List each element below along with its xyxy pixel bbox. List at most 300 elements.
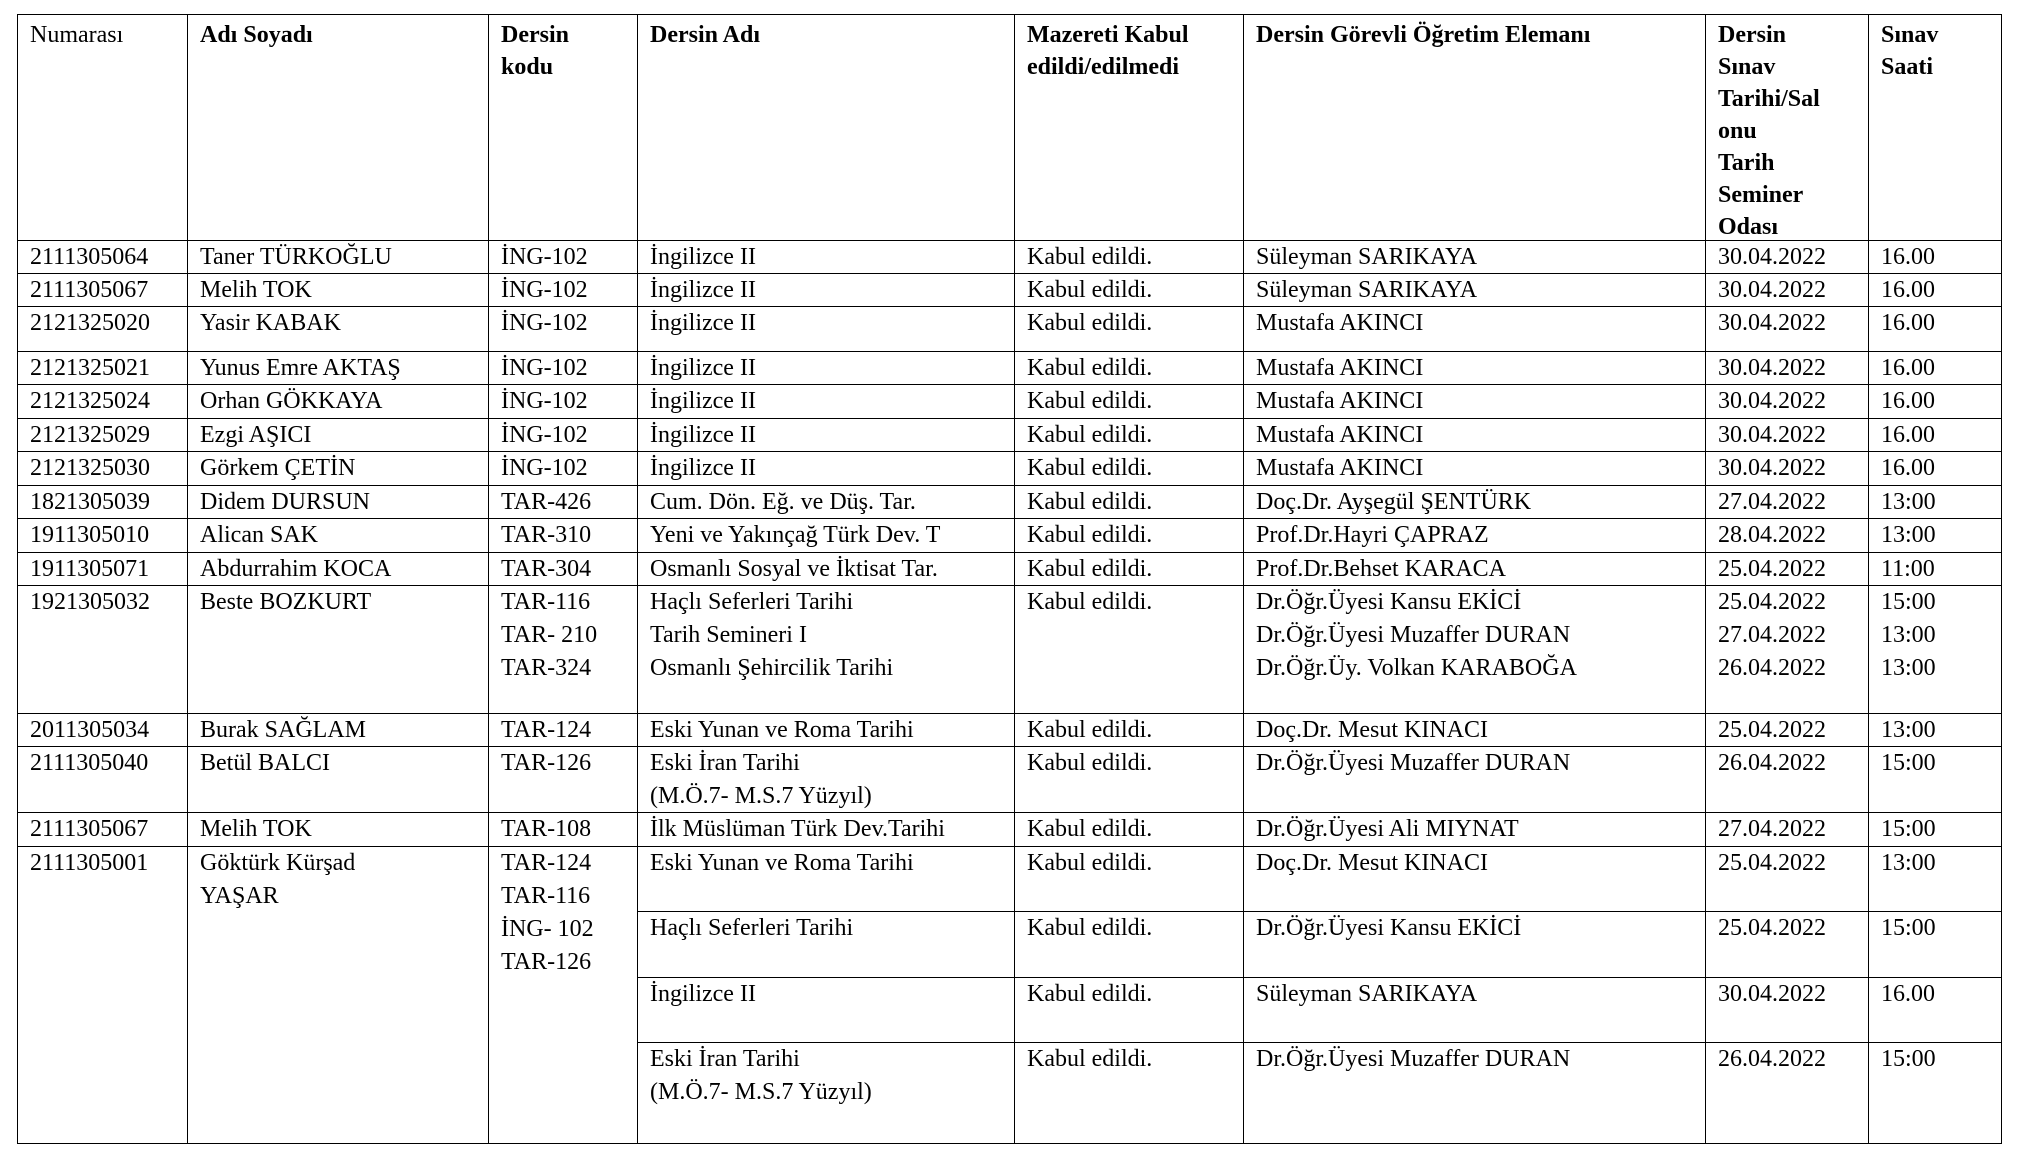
cell-mazeret	[1014, 977, 1244, 1043]
cell-numara-line: 2111305001	[30, 850, 149, 876]
cell-tarih	[1705, 713, 1869, 747]
cell-saat-line: 16.00	[1881, 310, 1935, 336]
cell-ders-line: İngilizce II	[650, 981, 756, 1007]
cell-saat-line: 13:00	[1881, 655, 1936, 681]
header-ogretim-elemani	[1243, 14, 1706, 241]
cell-ders-line: Eski İran Tarihi	[650, 750, 800, 776]
header-sinav-saati-line: Sınav	[1881, 22, 1939, 48]
cell-saat	[1868, 273, 2002, 307]
cell-saat	[1868, 384, 2002, 419]
cell-ogretim-line: Süleyman SARIKAYA	[1256, 277, 1478, 303]
cell-tarih	[1705, 1042, 1869, 1144]
cell-kod	[488, 518, 638, 553]
cell-tarih	[1705, 846, 1869, 912]
cell-ogretim-line: Mustafa AKINCI	[1256, 455, 1424, 481]
cell-mazeret-line: Kabul edildi.	[1027, 277, 1153, 303]
cell-ad	[187, 273, 489, 307]
cell-numara	[17, 846, 188, 1144]
cell-ogretim-line: Doç.Dr. Mesut KINACI	[1256, 717, 1488, 743]
cell-ders-line: Eski Yunan ve Roma Tarihi	[650, 850, 914, 876]
cell-kod	[488, 585, 638, 714]
cell-kod	[488, 451, 638, 486]
cell-mazeret	[1014, 518, 1244, 553]
cell-kod	[488, 746, 638, 813]
cell-tarih	[1705, 812, 1869, 847]
cell-mazeret	[1014, 746, 1244, 813]
cell-ders	[637, 746, 1015, 813]
cell-kod	[488, 713, 638, 747]
cell-ders-line: (M.Ö.7- M.S.7 Yüzyıl)	[650, 1079, 872, 1105]
cell-mazeret-line: Kabul edildi.	[1027, 750, 1153, 776]
cell-ogretim-line: Dr.Öğr.Üyesi Kansu EKİCİ	[1256, 915, 1522, 941]
header-adi-soyadi	[187, 14, 489, 241]
cell-kod	[488, 240, 638, 274]
cell-ad	[187, 846, 489, 1144]
cell-kod-line: TAR-116	[501, 589, 591, 615]
cell-mazeret	[1014, 485, 1244, 519]
cell-tarih-line: 27.04.2022	[1718, 622, 1826, 648]
cell-mazeret	[1014, 585, 1244, 714]
cell-ad	[187, 518, 489, 553]
header-dersin-kodu-line: Dersin	[501, 22, 569, 48]
cell-tarih	[1705, 911, 1869, 978]
cell-ad	[187, 240, 489, 274]
cell-saat-line: 15:00	[1881, 750, 1936, 776]
cell-kod-line: TAR-324	[501, 655, 592, 681]
header-sinav-tarihi-salonu-line: Seminer	[1718, 182, 1804, 208]
cell-kod-line: TAR-126	[501, 750, 592, 776]
cell-ders-line: Haçlı Seferleri Tarihi	[650, 915, 854, 941]
cell-saat-line: 13:00	[1881, 522, 1936, 548]
cell-ad-line: Burak SAĞLAM	[200, 717, 366, 743]
cell-tarih-line: 28.04.2022	[1718, 522, 1826, 548]
cell-ad	[187, 746, 489, 813]
cell-kod-line: TAR-108	[501, 816, 592, 842]
cell-numara	[17, 306, 188, 352]
cell-ders-line: İngilizce II	[650, 355, 756, 381]
cell-ogretim	[1243, 273, 1706, 307]
cell-ogretim-line: Mustafa AKINCI	[1256, 422, 1424, 448]
cell-tarih-line: 26.04.2022	[1718, 750, 1826, 776]
cell-ders	[637, 418, 1015, 452]
header-dersin-kodu-line: kodu	[501, 54, 554, 80]
cell-kod-line: İNG-102	[501, 310, 588, 336]
cell-saat	[1868, 1042, 2002, 1144]
cell-tarih	[1705, 240, 1869, 274]
cell-ders	[637, 977, 1015, 1043]
cell-saat-line: 16.00	[1881, 244, 1935, 270]
cell-tarih-line: 30.04.2022	[1718, 244, 1826, 270]
cell-mazeret-line: Kabul edildi.	[1027, 244, 1153, 270]
cell-tarih	[1705, 485, 1869, 519]
cell-ogretim	[1243, 977, 1706, 1043]
cell-ogretim-line: Prof.Dr.Behset KARACA	[1256, 556, 1506, 582]
cell-ders-line: Tarih Semineri I	[650, 622, 807, 648]
cell-ders-line: İngilizce II	[650, 455, 756, 481]
header-dersin-kodu	[488, 14, 638, 241]
cell-tarih-line: 25.04.2022	[1718, 850, 1826, 876]
cell-kod-line: İNG-102	[501, 355, 588, 381]
cell-numara-line: 2111305064	[30, 244, 149, 270]
cell-ogretim	[1243, 585, 1706, 714]
cell-saat-line: 13:00	[1881, 717, 1936, 743]
cell-ders	[637, 273, 1015, 307]
cell-ogretim	[1243, 1042, 1706, 1144]
cell-ders	[637, 306, 1015, 352]
cell-kod-line: TAR- 210	[501, 622, 598, 648]
cell-tarih	[1705, 273, 1869, 307]
cell-ad	[187, 384, 489, 419]
cell-mazeret-line: Kabul edildi.	[1027, 355, 1153, 381]
cell-numara-line: 2121325030	[30, 455, 150, 481]
cell-ad-line: Melih TOK	[200, 816, 312, 842]
cell-kod	[488, 418, 638, 452]
cell-ogretim	[1243, 418, 1706, 452]
cell-ders-line: Cum. Dön. Eğ. ve Düş. Tar.	[650, 489, 916, 515]
cell-ad-line: YAŞAR	[200, 883, 279, 909]
cell-saat	[1868, 585, 2002, 714]
cell-numara-line: 2111305067	[30, 816, 149, 842]
cell-tarih-line: 25.04.2022	[1718, 589, 1826, 615]
cell-numara	[17, 585, 188, 714]
cell-ogretim-line: Mustafa AKINCI	[1256, 355, 1424, 381]
cell-ad	[187, 713, 489, 747]
header-dersin-adi	[637, 14, 1015, 241]
cell-ders	[637, 240, 1015, 274]
cell-saat	[1868, 552, 2002, 586]
cell-saat-line: 16.00	[1881, 388, 1935, 414]
cell-ad-line: Görkem ÇETİN	[200, 455, 356, 481]
header-numarasi-line: Numarası	[30, 22, 124, 48]
cell-tarih	[1705, 451, 1869, 486]
cell-ogretim-line: Dr.Öğr.Üyesi Kansu EKİCİ	[1256, 589, 1522, 615]
cell-ad	[187, 418, 489, 452]
cell-saat-line: 13:00	[1881, 850, 1936, 876]
cell-saat-line: 16.00	[1881, 422, 1935, 448]
cell-ad-line: Yasir KABAK	[200, 310, 341, 336]
cell-mazeret-line: Kabul edildi.	[1027, 589, 1153, 615]
cell-tarih	[1705, 552, 1869, 586]
cell-saat	[1868, 746, 2002, 813]
cell-ders	[637, 911, 1015, 978]
cell-ders-line: Osmanlı Şehircilik Tarihi	[650, 655, 894, 681]
cell-ogretim-line: Dr.Öğr.Üyesi Muzaffer DURAN	[1256, 1046, 1571, 1072]
cell-ogretim-line: Mustafa AKINCI	[1256, 310, 1424, 336]
cell-saat	[1868, 240, 2002, 274]
cell-ders-line: Yeni ve Yakınçağ Türk Dev. T	[650, 522, 941, 548]
cell-ad-line: Didem DURSUN	[200, 489, 371, 515]
cell-kod	[488, 384, 638, 419]
cell-ders	[637, 1042, 1015, 1144]
cell-tarih	[1705, 746, 1869, 813]
cell-ders-line: Haçlı Seferleri Tarihi	[650, 589, 854, 615]
cell-ogretim-line: Dr.Öğr.Üyesi Ali MIYNAT	[1256, 816, 1519, 842]
cell-mazeret-line: Kabul edildi.	[1027, 816, 1153, 842]
cell-kod-line: TAR-124	[501, 717, 592, 743]
cell-ders	[637, 351, 1015, 385]
cell-kod-line: TAR-116	[501, 883, 591, 909]
cell-ogretim-line: Süleyman SARIKAYA	[1256, 244, 1478, 270]
cell-kod-line: TAR-310	[501, 522, 592, 548]
cell-tarih-line: 30.04.2022	[1718, 388, 1826, 414]
cell-saat-line: 16.00	[1881, 981, 1935, 1007]
cell-tarih-line: 26.04.2022	[1718, 1046, 1826, 1072]
cell-tarih-line: 30.04.2022	[1718, 310, 1826, 336]
cell-tarih-line: 27.04.2022	[1718, 816, 1826, 842]
cell-numara-line: 2121325020	[30, 310, 150, 336]
cell-ad-line: Ezgi AŞICI	[200, 422, 312, 448]
cell-mazeret-line: Kabul edildi.	[1027, 388, 1153, 414]
cell-ogretim-line: Süleyman SARIKAYA	[1256, 981, 1478, 1007]
cell-tarih-line: 30.04.2022	[1718, 355, 1826, 381]
header-mazeret-line: Mazereti Kabul	[1027, 22, 1189, 48]
cell-numara-line: 2121325029	[30, 422, 150, 448]
cell-ogretim	[1243, 713, 1706, 747]
cell-numara	[17, 273, 188, 307]
cell-saat	[1868, 306, 2002, 352]
cell-ogretim-line: Dr.Öğr.Üy. Volkan KARABOĞA	[1256, 655, 1577, 681]
cell-kod-line: İNG-102	[501, 277, 588, 303]
cell-saat	[1868, 846, 2002, 912]
cell-numara-line: 1911305010	[30, 522, 150, 548]
cell-numara	[17, 351, 188, 385]
cell-saat-line: 15:00	[1881, 915, 1936, 941]
cell-mazeret-line: Kabul edildi.	[1027, 1046, 1153, 1072]
cell-ad	[187, 306, 489, 352]
cell-saat	[1868, 713, 2002, 747]
cell-mazeret-line: Kabul edildi.	[1027, 981, 1153, 1007]
cell-ad-line: Göktürk Kürşad	[200, 850, 356, 876]
cell-ad	[187, 451, 489, 486]
cell-tarih	[1705, 351, 1869, 385]
cell-tarih-line: 25.04.2022	[1718, 915, 1826, 941]
header-sinav-tarihi-salonu-line: onu	[1718, 118, 1757, 144]
cell-kod	[488, 485, 638, 519]
header-numarasi	[17, 14, 188, 241]
cell-ogretim	[1243, 240, 1706, 274]
cell-numara-line: 2111305067	[30, 277, 149, 303]
cell-numara	[17, 384, 188, 419]
cell-ogretim	[1243, 846, 1706, 912]
cell-mazeret-line: Kabul edildi.	[1027, 489, 1153, 515]
cell-saat	[1868, 518, 2002, 553]
cell-numara-line: 2121325021	[30, 355, 150, 381]
cell-ders	[637, 713, 1015, 747]
header-sinav-tarihi-salonu-line: Dersin	[1718, 22, 1786, 48]
cell-saat-line: 15:00	[1881, 589, 1936, 615]
cell-mazeret-line: Kabul edildi.	[1027, 310, 1153, 336]
cell-kod-line: TAR-124	[501, 850, 592, 876]
cell-mazeret	[1014, 240, 1244, 274]
cell-kod	[488, 552, 638, 586]
cell-kod	[488, 846, 638, 1144]
cell-ders-line: İlk Müslüman Türk Dev.Tarihi	[650, 816, 945, 842]
cell-numara	[17, 451, 188, 486]
header-sinav-tarihi-salonu	[1705, 14, 1869, 241]
cell-mazeret	[1014, 384, 1244, 419]
cell-saat-line: 16.00	[1881, 355, 1935, 381]
cell-tarih-line: 30.04.2022	[1718, 981, 1826, 1007]
cell-ogretim	[1243, 485, 1706, 519]
cell-ders	[637, 518, 1015, 553]
cell-ders-line: İngilizce II	[650, 422, 756, 448]
cell-tarih-line: 25.04.2022	[1718, 717, 1826, 743]
cell-ders-line: Eski Yunan ve Roma Tarihi	[650, 717, 914, 743]
cell-ad-line: Alican SAK	[200, 522, 318, 548]
cell-ders-line: (M.Ö.7- M.S.7 Yüzyıl)	[650, 783, 872, 809]
cell-tarih-line: 30.04.2022	[1718, 422, 1826, 448]
cell-tarih	[1705, 418, 1869, 452]
cell-numara	[17, 713, 188, 747]
cell-saat-line: 16.00	[1881, 455, 1935, 481]
cell-ogretim	[1243, 552, 1706, 586]
cell-ders	[637, 812, 1015, 847]
cell-mazeret-line: Kabul edildi.	[1027, 850, 1153, 876]
cell-numara	[17, 812, 188, 847]
cell-tarih	[1705, 306, 1869, 352]
cell-numara	[17, 485, 188, 519]
cell-mazeret-line: Kabul edildi.	[1027, 556, 1153, 582]
cell-numara	[17, 240, 188, 274]
header-dersin-adi-line: Dersin Adı	[650, 22, 761, 48]
cell-ogretim	[1243, 306, 1706, 352]
cell-saat	[1868, 977, 2002, 1043]
cell-mazeret-line: Kabul edildi.	[1027, 522, 1153, 548]
cell-kod-line: İNG- 102	[501, 916, 594, 942]
cell-tarih-line: 30.04.2022	[1718, 455, 1826, 481]
header-sinav-saati-line: Saati	[1881, 54, 1934, 80]
cell-tarih	[1705, 977, 1869, 1043]
cell-kod-line: İNG-102	[501, 244, 588, 270]
cell-tarih-line: 25.04.2022	[1718, 556, 1826, 582]
cell-ogretim-line: Dr.Öğr.Üyesi Muzaffer DURAN	[1256, 750, 1571, 776]
header-mazeret	[1014, 14, 1244, 241]
cell-ad	[187, 812, 489, 847]
cell-ders	[637, 384, 1015, 419]
cell-saat-line: 16.00	[1881, 277, 1935, 303]
cell-mazeret-line: Kabul edildi.	[1027, 717, 1153, 743]
header-mazeret-line: edildi/edilmedi	[1027, 54, 1180, 80]
cell-ders	[637, 552, 1015, 586]
cell-numara-line: 1911305071	[30, 556, 150, 582]
cell-ad	[187, 351, 489, 385]
header-ogretim-elemani-line: Dersin Görevli Öğretim Elemanı	[1256, 22, 1591, 48]
cell-mazeret	[1014, 846, 1244, 912]
cell-tarih-line: 27.04.2022	[1718, 489, 1826, 515]
cell-saat	[1868, 812, 2002, 847]
cell-kod-line: TAR-126	[501, 949, 592, 975]
cell-numara	[17, 552, 188, 586]
cell-tarih-line: 30.04.2022	[1718, 277, 1826, 303]
cell-mazeret	[1014, 273, 1244, 307]
cell-ad-line: Betül BALCI	[200, 750, 330, 776]
cell-kod-line: TAR-426	[501, 489, 592, 515]
cell-ogretim-line: Doç.Dr. Mesut KINACI	[1256, 850, 1488, 876]
cell-numara	[17, 418, 188, 452]
cell-ders-line: İngilizce II	[650, 277, 756, 303]
cell-saat	[1868, 451, 2002, 486]
cell-numara	[17, 518, 188, 553]
cell-ogretim	[1243, 746, 1706, 813]
cell-ders-line: İngilizce II	[650, 244, 756, 270]
cell-kod-line: TAR-304	[501, 556, 592, 582]
cell-ogretim-line: Doç.Dr. Ayşegül ŞENTÜRK	[1256, 489, 1532, 515]
cell-ders-line: Osmanlı Sosyal ve İktisat Tar.	[650, 556, 938, 582]
header-sinav-tarihi-salonu-line: Odası	[1718, 214, 1779, 240]
cell-kod-line: İNG-102	[501, 388, 588, 414]
cell-saat	[1868, 418, 2002, 452]
cell-tarih	[1705, 384, 1869, 419]
cell-ogretim	[1243, 351, 1706, 385]
cell-ogretim	[1243, 812, 1706, 847]
cell-numara-line: 2111305040	[30, 750, 149, 776]
cell-tarih-line: 26.04.2022	[1718, 655, 1826, 681]
cell-saat-line: 13:00	[1881, 622, 1936, 648]
cell-mazeret-line: Kabul edildi.	[1027, 455, 1153, 481]
cell-ogretim	[1243, 518, 1706, 553]
cell-ogretim	[1243, 451, 1706, 486]
cell-numara-line: 2011305034	[30, 717, 150, 743]
cell-saat-line: 15:00	[1881, 1046, 1936, 1072]
cell-ad-line: Taner TÜRKOĞLU	[200, 244, 392, 270]
cell-ogretim-line: Dr.Öğr.Üyesi Muzaffer DURAN	[1256, 622, 1571, 648]
cell-numara-line: 1821305039	[30, 489, 150, 515]
cell-ad-line: Melih TOK	[200, 277, 312, 303]
cell-mazeret	[1014, 1042, 1244, 1144]
cell-kod	[488, 306, 638, 352]
cell-ders-line: Eski İran Tarihi	[650, 1046, 800, 1072]
cell-mazeret-line: Kabul edildi.	[1027, 422, 1153, 448]
header-sinav-tarihi-salonu-line: Sınav	[1718, 54, 1776, 80]
cell-ad-line: Orhan GÖKKAYA	[200, 388, 383, 414]
cell-ad-line: Yunus Emre AKTAŞ	[200, 355, 401, 381]
cell-ad	[187, 585, 489, 714]
cell-mazeret-line: Kabul edildi.	[1027, 915, 1153, 941]
cell-mazeret	[1014, 552, 1244, 586]
cell-tarih	[1705, 585, 1869, 714]
cell-ad-line: Beste BOZKURT	[200, 589, 372, 615]
cell-mazeret	[1014, 911, 1244, 978]
cell-ogretim	[1243, 911, 1706, 978]
cell-ders	[637, 846, 1015, 912]
header-sinav-tarihi-salonu-line: Tarihi/Sal	[1718, 86, 1820, 112]
cell-mazeret	[1014, 306, 1244, 352]
header-sinav-tarihi-salonu-line: Tarih	[1718, 150, 1775, 176]
cell-numara-line: 2121325024	[30, 388, 150, 414]
cell-kod-line: İNG-102	[501, 455, 588, 481]
cell-ders-line: İngilizce II	[650, 388, 756, 414]
cell-mazeret	[1014, 351, 1244, 385]
cell-saat	[1868, 485, 2002, 519]
cell-saat	[1868, 911, 2002, 978]
cell-saat-line: 13:00	[1881, 489, 1936, 515]
cell-ders-line: İngilizce II	[650, 310, 756, 336]
cell-ders	[637, 485, 1015, 519]
cell-saat-line: 15:00	[1881, 816, 1936, 842]
cell-ogretim-line: Prof.Dr.Hayri ÇAPRAZ	[1256, 522, 1489, 548]
cell-numara-line: 1921305032	[30, 589, 150, 615]
cell-saat-line: 11:00	[1881, 556, 1935, 582]
cell-ad-line: Abdurrahim KOCA	[200, 556, 392, 582]
cell-kod	[488, 812, 638, 847]
cell-mazeret	[1014, 812, 1244, 847]
header-sinav-saati	[1868, 14, 2002, 241]
cell-kod	[488, 273, 638, 307]
cell-saat	[1868, 351, 2002, 385]
cell-kod	[488, 351, 638, 385]
cell-mazeret	[1014, 713, 1244, 747]
cell-mazeret	[1014, 451, 1244, 486]
